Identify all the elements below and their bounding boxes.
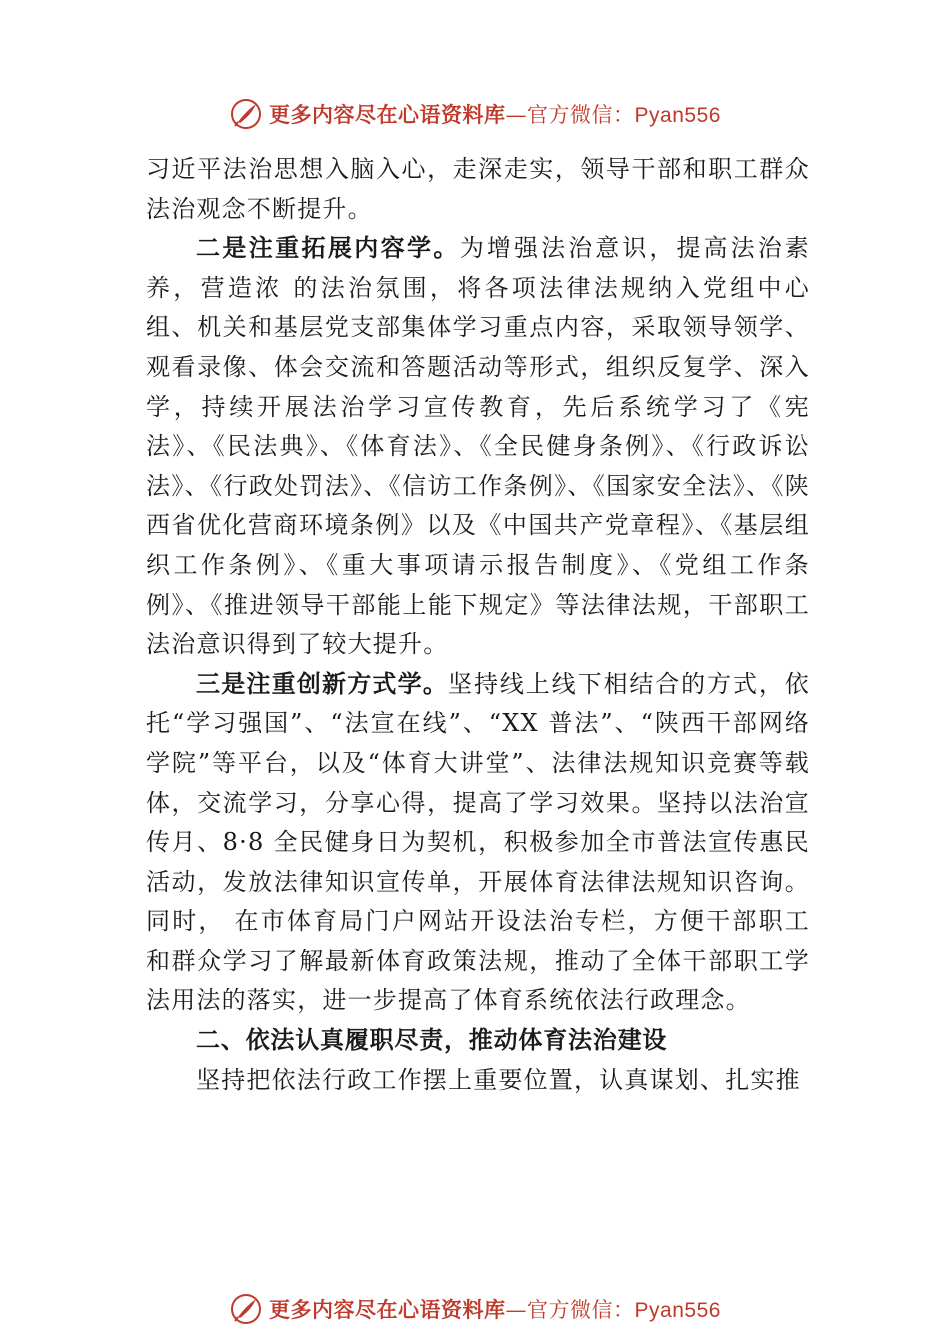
section-heading: 二、依法认真履职尽责，推动体育法治建设 [196,1026,668,1055]
quill-logo-icon [229,1292,263,1326]
paragraph-lead: 三是注重创新方式学。 [196,669,449,698]
paragraph-content-study [146,229,810,665]
paragraph-body: 为增强法治意识，提高法治素养，营造浓 的法治氛围，将各项法律法规纳入党组中心组、机关和基层党支部集体学习重点内容，采取领导领学、观看录像、体会交流和答题活动等形式，组织反复学、深入学，持续开展法治学习宣传教育，先后系统学习了《宪法》、《民法典》、《体育法》、《全民健身条例》、《行政诉讼法》、《行政处罚法》、《信访工作条例》、《国家安全法》、《陕西省优化营商环境条例》以及《中国共产党章程》、《基层组织工作条例》、《重大事项请示报告制度》、《党组工作条例》、《推进领导干部能上能下规定》等法律法规，干部职工法治意识得到了较大提升。 [146,234,811,659]
paragraph-administration: 坚持把依法行政工作摆上重要位置，认真谋划、扎实推 [196,1065,801,1094]
header-watermark-banner [0,94,950,134]
paragraph-method-study [146,665,810,1021]
paragraph-lead: 二是注重拓展内容学。 [196,234,460,263]
document-body [146,150,810,1100]
watermark-text: 更多内容尽在心语资料库—官方微信：Pyan556 [269,102,721,127]
paragraph-body: 坚持线上线下相结合的方式，依托“学习强国”、“法宣在线”、“XX 普法”、“陕西干部网络学院”等平台，以及“体育大讲堂”、法律法规知识竞赛等载体，交流学习，分享心得，提高了学习效果。坚持以法治宣传月、8·8 全民健身日为契机，积极参加全市普法宣传惠民活动，发放法律知识宣传单，开展体育法律法规知识咨询。同时， 在市体育局门户网站开设法治专栏，方便干部职工和群众学习了解最新体育政策法规，推动了全体干部职工学法用法的落实，进一步提高了体育系统依法行政理念。 [146,669,810,1015]
watermark-text: 更多内容尽在心语资料库—官方微信：Pyan556 [269,1297,721,1322]
quill-logo-icon [229,97,263,131]
paragraph-continuation: 习近平法治思想入脑入心，走深走实，领导干部和职工群众法治观念不断提升。 [146,155,810,223]
footer-watermark-banner [0,1289,950,1329]
